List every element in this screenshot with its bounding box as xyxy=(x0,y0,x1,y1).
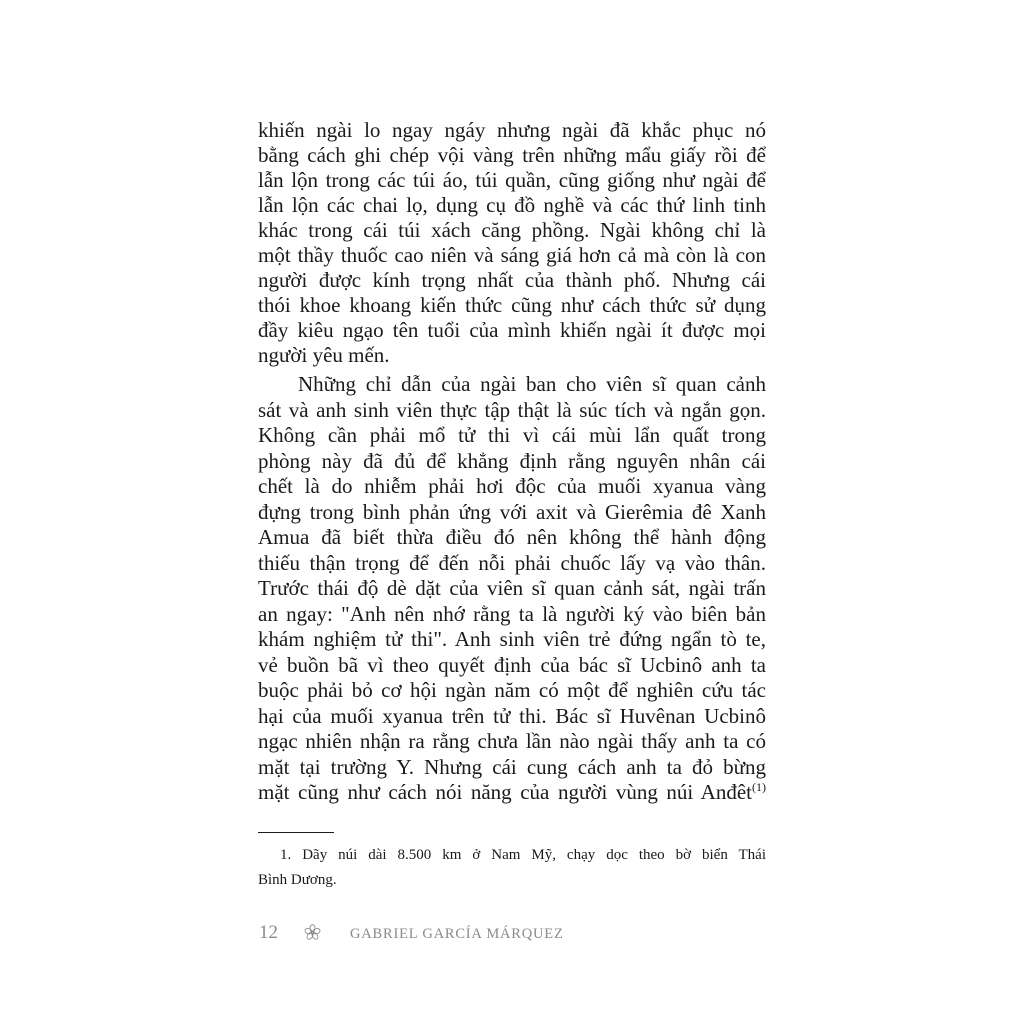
paragraph xyxy=(258,372,766,806)
footnote-line: Bình Dương. xyxy=(258,872,337,888)
page-number: 12 xyxy=(259,922,278,943)
text-line: người yêu mến. xyxy=(258,342,390,367)
text-line: an ngay: "Anh nên nhớ rằng ta là người ký vào biên bản xyxy=(258,601,766,626)
text-line: khác trong cái túi xách căng phồng. Ngài không chỉ là xyxy=(258,217,766,242)
text-line: Những chỉ dẫn của ngài ban cho viên sĩ quan cảnh xyxy=(298,372,766,397)
author-name: GABRIEL GARCÍA MÁRQUEZ xyxy=(350,926,564,942)
text-line: vẻ buồn bã vì theo quyết định của bác sĩ Ucbinô anh ta xyxy=(258,652,766,677)
text-line: sát và anh sinh viên thực tập thật là súc tích và ngắn gọn. xyxy=(258,397,766,422)
text-line: lẫn lộn trong các túi áo, túi quần, cũng giống như ngài để xyxy=(258,167,766,192)
text-line: Trước thái độ dè dặt của viên sĩ quan cảnh sát, ngài trấn xyxy=(258,576,766,601)
footnote-divider xyxy=(258,832,334,833)
text-line: Amua đã biết thừa điều đó nên không thể hành động xyxy=(258,525,766,550)
text-line: buộc phải bỏ cơ hội ngàn năm có một để nghiên cứu tác xyxy=(258,678,766,703)
page-footer xyxy=(259,918,659,948)
text-line: lẫn lộn các chai lọ, dụng cụ đồ nghề và các thứ linh tinh xyxy=(258,192,766,217)
text-line: người được kính trọng nhất của thành phố. Nhưng cái xyxy=(258,267,766,292)
text-line: thiếu thận trọng để đến nỗi phải chuốc lấy vạ vào thân. xyxy=(258,550,766,575)
text-line: hại của muối xyanua trên tử thi. Bác sĩ Huvênan Ucbinô xyxy=(258,703,766,728)
text-line: đựng trong bình phản ứng với axit và Gierêmia đê Xanh xyxy=(258,499,766,524)
text-line: mặt tại trường Y. Nhưng cái cung cách anh ta đỏ bừng xyxy=(258,754,766,779)
paragraph xyxy=(258,118,766,368)
text-line: thói khoe khoang kiến thức cũng như cách thức sử dụng xyxy=(258,292,766,317)
footnote-marker: (1) xyxy=(752,780,766,795)
text-line: khám nghiệm tử thi". Anh sinh viên trẻ đứng ngẩn tò te, xyxy=(258,627,766,652)
footnote-line: 1. Dãy núi dài 8.500 km ở Nam Mỹ, chạy dọc theo bờ biển Thái xyxy=(280,847,766,863)
text-line: phòng này đã đủ để khẳng định rằng nguyên nhân cái xyxy=(258,448,766,473)
text-line: khiến ngài lo ngay ngáy nhưng ngài đã khắc phục nó xyxy=(258,117,766,142)
text-line: một thầy thuốc cao niên và sáng giá hơn cả mà còn là con xyxy=(258,242,766,267)
text-line: chết là do nhiễm phải hơi độc của muối xyanua vàng xyxy=(258,474,766,499)
text-line-content: mặt cũng như cách nói năng của người vùng núi Anđêt xyxy=(258,780,752,805)
text-line: đầy kiêu ngạo tên tuổi của mình khiến ngài ít được mọi xyxy=(258,317,766,342)
flower-ornament-icon xyxy=(304,924,321,941)
text-line: bằng cách ghi chép vội vàng trên những mẩu giấy rồi để xyxy=(258,142,766,167)
footnote xyxy=(258,843,766,893)
text-line xyxy=(258,780,766,806)
text-line: ngạc nhiên nhận ra rằng chưa lần nào ngài thấy anh ta có xyxy=(258,729,766,754)
text-line: Không cần phải mổ tử thi vì cái mùi lẩn quất trong xyxy=(258,423,766,448)
